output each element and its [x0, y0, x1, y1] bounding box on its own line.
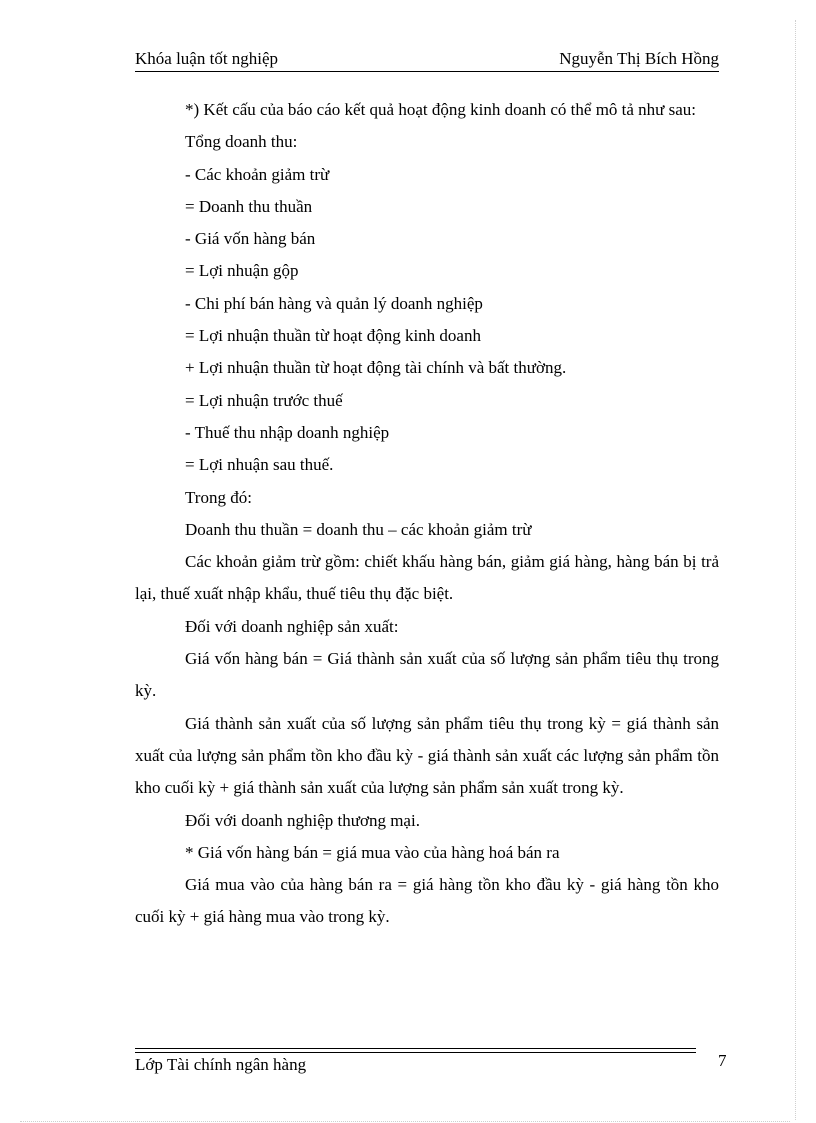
formula-line: Doanh thu thuần = doanh thu – các khoản giảm trừ: [185, 519, 532, 539]
formula-line: Trong đó:: [185, 487, 252, 507]
formula-line: - Các khoản giảm trừ: [185, 164, 330, 184]
formula-line: - Giá vốn hàng bán: [185, 229, 316, 249]
page-edge-bottom: [20, 1121, 790, 1122]
formula-line: - Thuế thu nhập doanh nghiệp: [185, 422, 390, 442]
page-header: [135, 49, 719, 72]
deductions-paragraph: Các khoản giảm trừ gồm: chiết khấu hàng bán, giảm giá hàng, hàng bán bị trả lại, thuế xuất nhập khẩu, thuế tiêu thụ đặc biệt.: [135, 552, 719, 604]
intro-paragraph: *) Kết cấu của báo cáo kết quả hoạt động kinh doanh có thể mô tả như sau:: [185, 100, 697, 119]
footer-divider: [135, 1048, 696, 1053]
formula-line: = Lợi nhuận trước thuế: [185, 390, 343, 410]
purchase-price-paragraph: Giá mua vào của hàng bán ra = giá hàng tồn kho đầu kỳ - giá hàng tồn kho cuối kỳ + giá hàng mua vào trong kỳ.: [135, 875, 719, 927]
header-author-name: Nguyễn Thị Bích Hồng: [559, 49, 719, 68]
page-edge-right: [795, 20, 796, 1120]
footer-class-name: Lớp Tài chính ngân hàng: [135, 1055, 307, 1074]
formula-line: - Chi phí bán hàng và quản lý doanh nghiệp: [185, 293, 483, 313]
formula-line: + Lợi nhuận thuần từ hoạt động tài chính và bất thường.: [185, 358, 567, 378]
formula-line: = Lợi nhuận gộp: [185, 261, 299, 281]
header-thesis-title: Khóa luận tốt nghiệp: [135, 49, 279, 68]
page-number: 7: [718, 1051, 727, 1070]
cogs-trading-paragraph: * Giá vốn hàng bán = giá mua vào của hàng hoá bán ra: [185, 842, 560, 862]
formula-line: = Lợi nhuận thuần từ hoạt động kinh doanh: [185, 326, 481, 346]
formula-line: = Doanh thu thuần: [185, 196, 313, 216]
manufacturing-heading: Đối với doanh nghiệp sản xuất:: [185, 616, 399, 636]
page-content: [135, 94, 719, 934]
cogs-manufacturing-paragraph: Giá vốn hàng bán = Giá thành sản xuất của số lượng sản phẩm tiêu thụ trong kỳ.: [135, 649, 719, 701]
formula-line: Tổng doanh thu:: [185, 132, 298, 152]
trading-heading: Đối với doanh nghiệp thương mại.: [185, 810, 420, 830]
production-cost-paragraph: Giá thành sản xuất của số lượng sản phẩm tiêu thụ trong kỳ = giá thành sản xuất của lượng sản phẩm tồn kho đầu kỳ - giá thành sản xuất các lượng sản phẩm tồn kho cuối kỳ + giá thành sản xuất của lượng sản phẩm sản xuất trong kỳ.: [135, 713, 719, 798]
formula-line: = Lợi nhuận sau thuế.: [185, 455, 334, 475]
